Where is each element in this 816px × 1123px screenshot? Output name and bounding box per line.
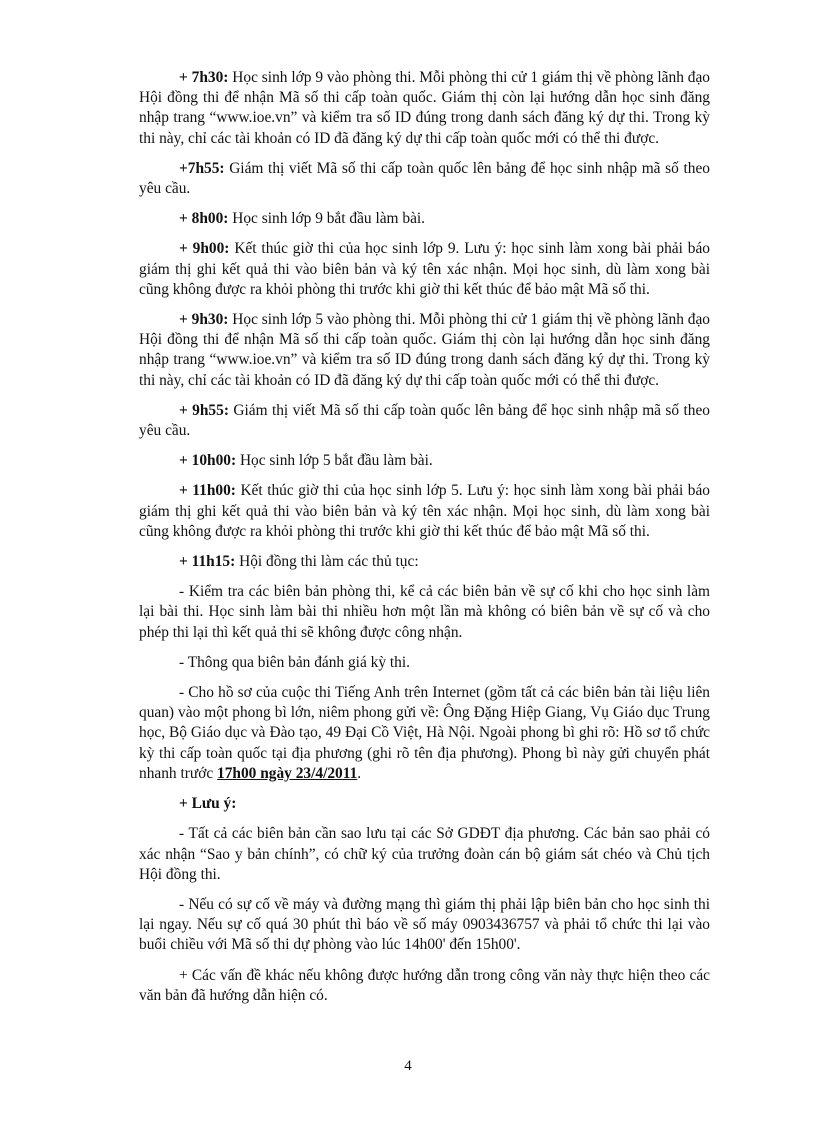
- note-heading-text: + Lưu ý:: [179, 795, 237, 813]
- note-item: - Tất cả các biên bản cần sao lưu tại các Sở GDĐT địa phương. Các bản sao phải có xác nhận “Sao y bản chính”, có chữ ký của trưởng đoàn cán bộ giám sát chéo và Chủ tịch Hội đồng thi.: [139, 825, 710, 883]
- paragraph-9h00: [139, 239, 710, 300]
- paragraph-text: Học sinh lớp 5 bắt đầu làm bài.: [236, 452, 433, 470]
- paragraph-envelope: [139, 683, 710, 784]
- paragraph-text: Giám thị viết Mã số thi cấp toàn quốc lên bảng để học sinh nhập mã số theo yêu cầu.: [139, 159, 710, 198]
- paragraph-10h00: [139, 451, 710, 471]
- paragraph-11h00: [139, 481, 710, 542]
- time-label: + 9h30:: [179, 311, 229, 329]
- paragraph-text: - Kiểm tra các biên bản phòng thi, kể cả các biên bản về sự cố khi cho học sinh làm lại bài thi. Học sinh làm bài thi nhiều hơn một lần mà không có biên bản về sự cố và cho phép thi lại thì kết quả thi sẽ không được công nhận.: [139, 583, 710, 641]
- page-number: 4: [404, 1058, 412, 1074]
- paragraph-8h00: [139, 209, 710, 229]
- paragraph-7h55: [139, 159, 710, 199]
- paragraph-text: Hội đồng thi làm các thủ tục:: [235, 553, 419, 571]
- paragraph-text: - Cho hồ sơ của cuộc thi Tiếng Anh trên Internet (gồm tất cả các biên bản tài liệu liên quan) vào một phong bì lớn, niêm phong gửi về: Ông Đặng Hiệp Giang, Vụ Giáo dục Trung học, Bộ Giáo dục và Đào tạo, 49 Đại Cồ Việt, Hà Nội. Ngoài phong bì ghi rõ: Hồ sơ tổ chức kỳ thi cấp toàn quốc tại địa phương (ghi rõ tên địa phương). Phong bì này gửi chuyển phát nhanh trước: [139, 684, 710, 782]
- paragraph-check-reports: [139, 582, 710, 643]
- paragraph-text: Giám thị viết Mã số thi cấp toàn quốc lên bảng để học sinh nhập mã số theo yêu cầu.: [139, 401, 710, 440]
- paragraph-text: Kết thúc giờ thi của học sinh lớp 5. Lưu ý: học sinh làm xong bài phải báo giám thị ghi kết quả thi vào biên bản và ký tên xác nhận. Mọi học sinh, dù làm xong bài cũng không được ra khỏi phòng thi trước khi giờ thi kết thúc để bảo mật Mã số thi.: [139, 482, 710, 540]
- paragraph-text: Học sinh lớp 5 vào phòng thi. Mỗi phòng thi cử 1 giám thị về phòng lãnh đạo Hội đồng thi để nhận Mã số thi cấp toàn quốc. Giám thị còn lại hướng dẫn học sinh đăng nhập trang “www.ioe.vn” và kiểm tra số ID đúng trong danh sách đăng ký dự thi. Trong kỳ thi này, chỉ các tài khoản có ID đã đăng ký dự thi cấp toàn quốc mới có thể thi được.: [139, 311, 710, 389]
- time-label: + 9h55:: [179, 401, 229, 419]
- paragraph-text: Học sinh lớp 9 vào phòng thi. Mỗi phòng thi cử 1 giám thị về phòng lãnh đạo Hội đồng thi để nhận Mã số thi cấp toàn quốc. Giám thị còn lại hướng dẫn học sinh đăng nhập trang “www.ioe.vn” và kiểm tra số ID đúng trong danh sách đăng ký dự thi. Trong kỳ thi này, chỉ các tài khoản có ID đã đăng ký dự thi cấp toàn quốc mới có thể thi được.: [139, 69, 710, 147]
- time-label: + 9h00:: [179, 240, 230, 258]
- paragraph-9h55: [139, 401, 710, 441]
- note-item: - Nếu có sự cố về máy và đường mạng thì giám thị phải lập biên bản cho học sinh thi lại ngay. Nếu sự cố quá 30 phút thì báo về số máy 0903436757 và phải tổ chức thi lại vào buổi chiều với Mã số thi dự phòng vào lúc 14h00' đến 15h00'.: [139, 895, 710, 954]
- paragraph-11h15: [139, 552, 710, 572]
- paragraph-7h30: [139, 68, 710, 149]
- paragraph-approve-report: [139, 653, 710, 673]
- deadline-text: 17h00 ngày 23/4/2011: [217, 764, 358, 782]
- paragraph-end: .: [357, 764, 362, 782]
- time-label: + 11h15:: [179, 553, 236, 571]
- paragraph-text: Kết thúc giờ thi của học sinh lớp 9. Lưu ý: học sinh làm xong bài phải báo giám thị ghi kết quả thi vào biên bản và ký tên xác nhận. Mọi học sinh, dù làm xong bài cũng không được ra khỏi phòng thi trước khi giờ thi kết thúc để bảo mật Mã số thi.: [139, 240, 710, 298]
- paragraph-9h30: [139, 310, 710, 391]
- time-label: + 7h30:: [179, 69, 229, 86]
- paragraph-text: - Thông qua biên bản đánh giá kỳ thi.: [179, 653, 410, 671]
- note-heading: [139, 794, 710, 814]
- paragraph-text: Học sinh lớp 9 bắt đầu làm bài.: [228, 210, 426, 228]
- time-label: + 11h00:: [179, 482, 236, 500]
- time-label: +7h55:: [179, 159, 225, 177]
- time-label: + 10h00:: [179, 452, 237, 470]
- document-page: [139, 68, 710, 1016]
- note-item: + Các vấn đề khác nếu không được hướng dẫn trong công văn này thực hiện theo các văn bản đã hướng dẫn hiện có.: [139, 966, 710, 1004]
- time-label: + 8h00:: [179, 210, 229, 228]
